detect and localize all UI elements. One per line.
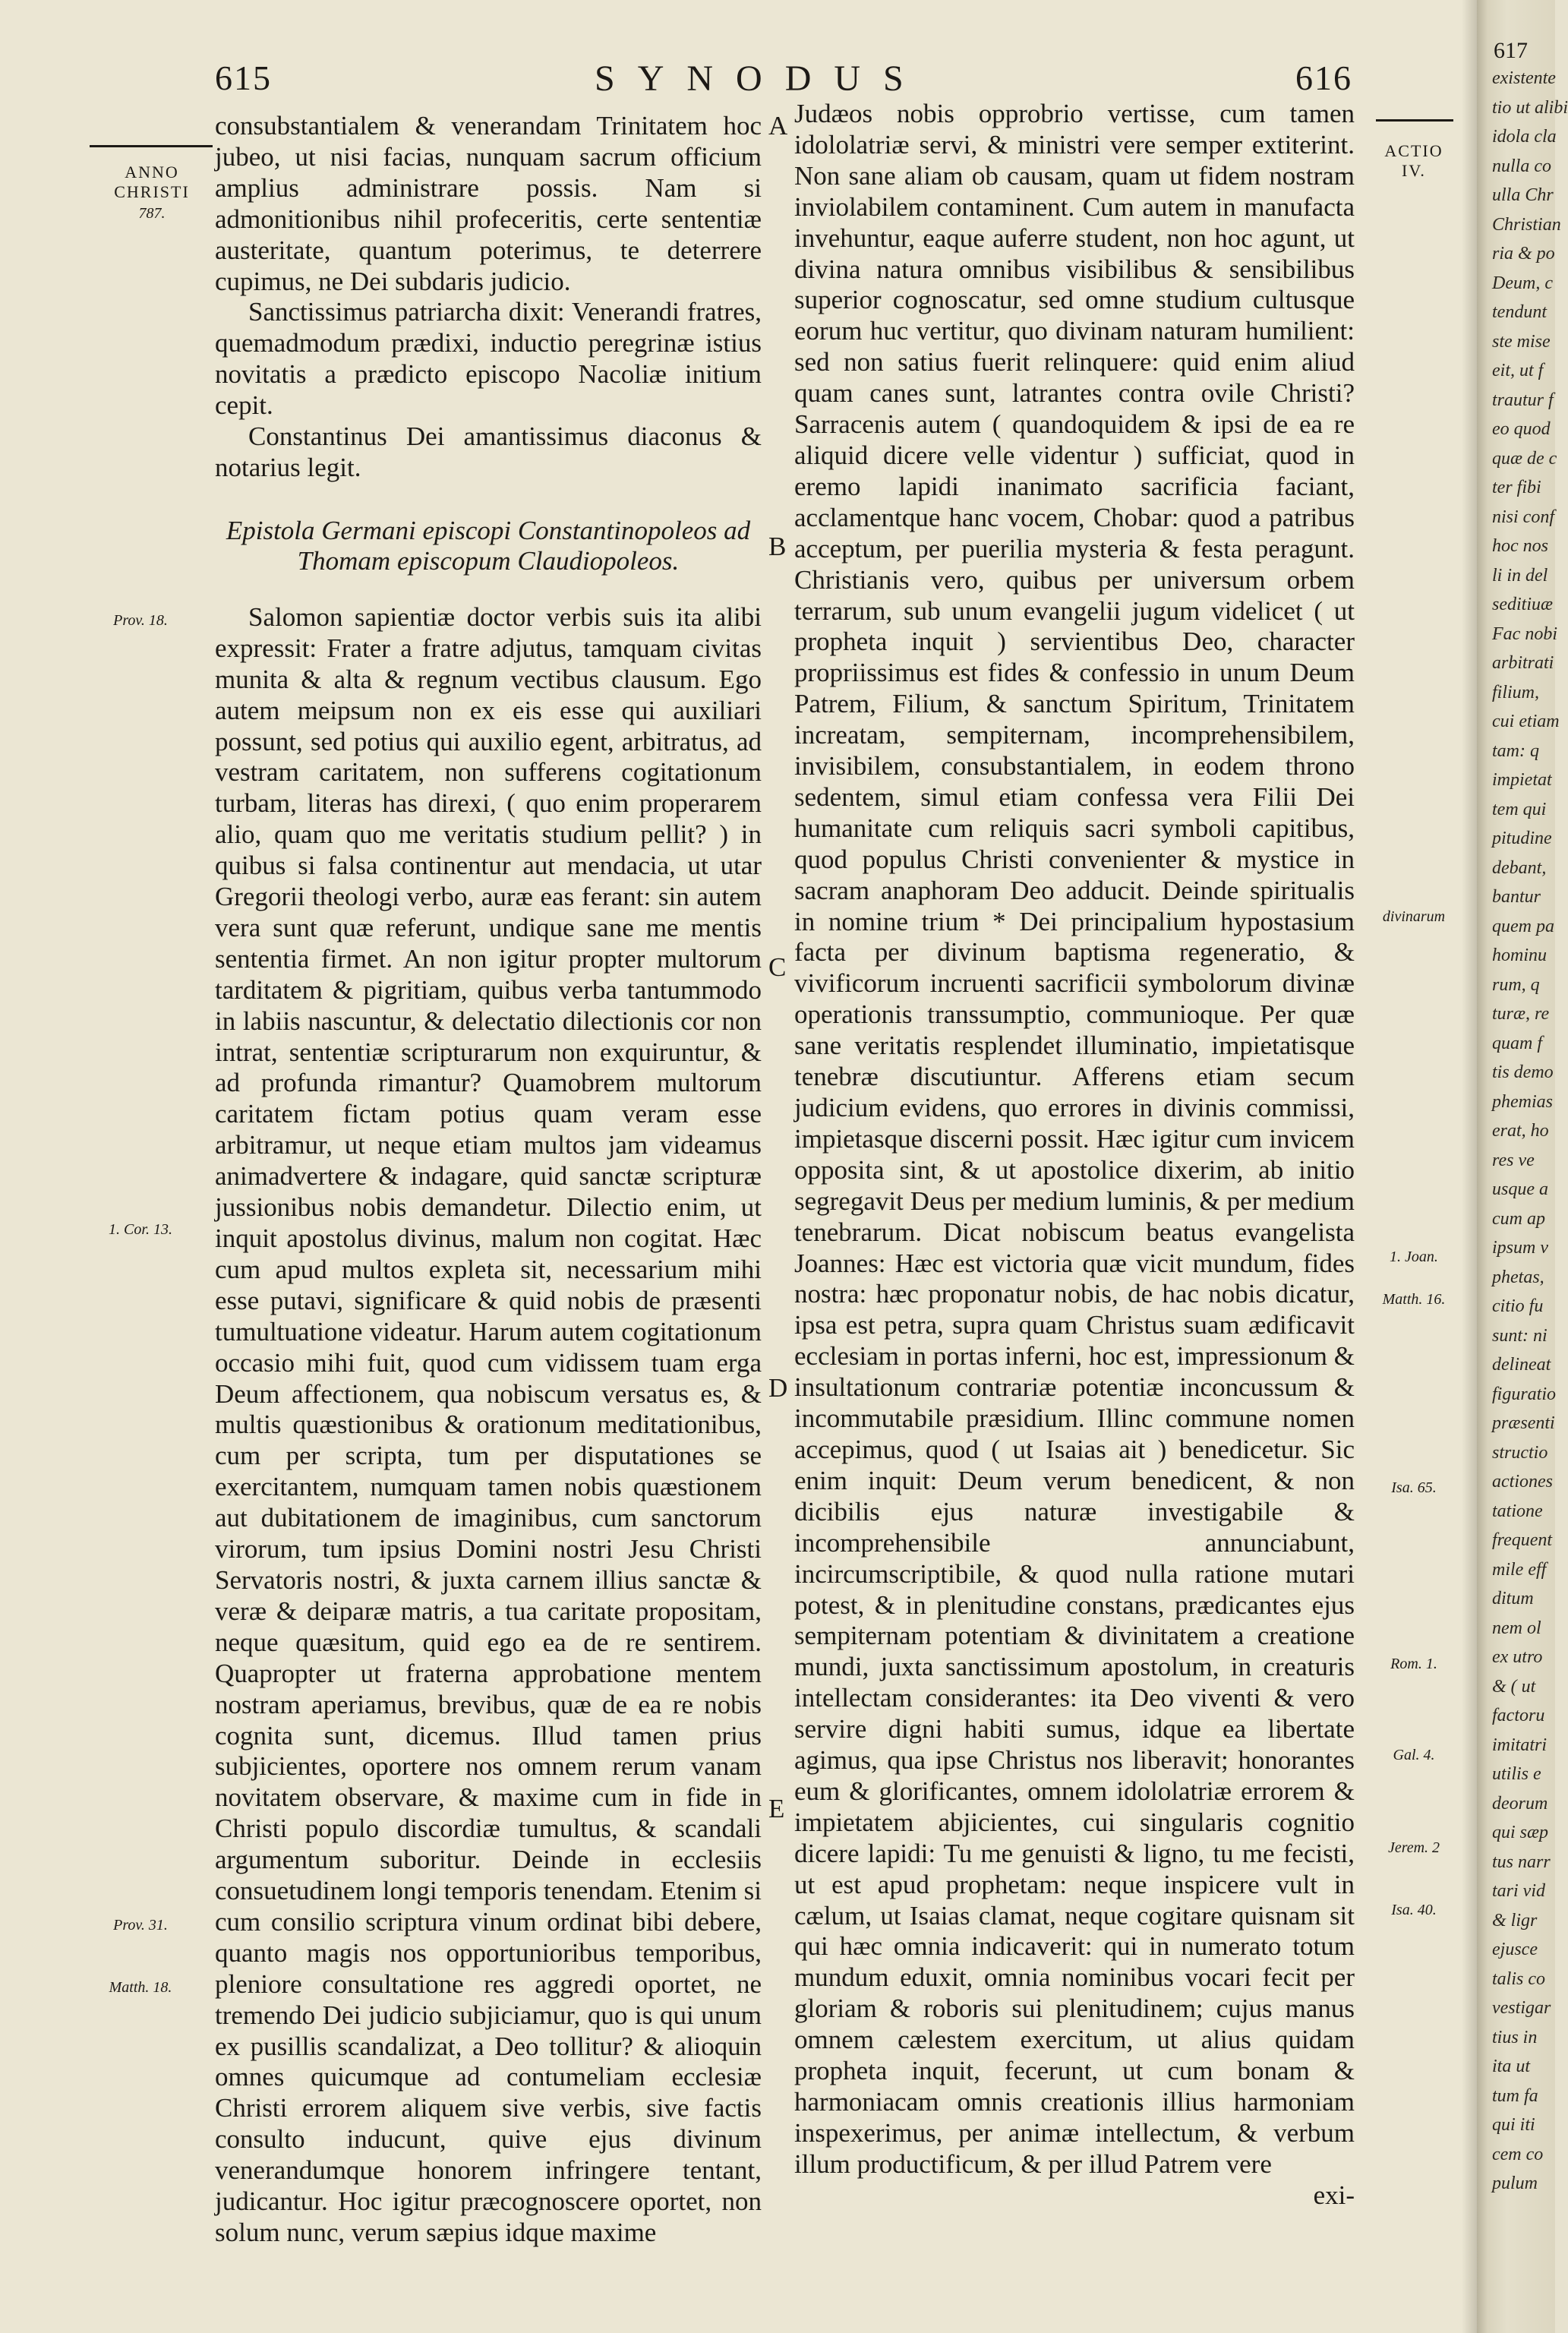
margin-ref-1-cor-13: 1. Cor. 13. bbox=[109, 1221, 172, 1238]
margin-ref-matth-18: Matth. 18. bbox=[109, 1979, 172, 1996]
next-page-line: phemias bbox=[1492, 1091, 1553, 1112]
margin-rule-left bbox=[90, 145, 213, 147]
next-page-line: trautur f bbox=[1492, 390, 1554, 410]
margin-year: 787. bbox=[138, 205, 166, 222]
next-page-line: cui etiam bbox=[1492, 712, 1560, 731]
next-page-line: talis co bbox=[1492, 1968, 1545, 1989]
next-page-line: imitatri bbox=[1492, 1735, 1547, 1755]
next-page-line: pulum bbox=[1492, 2174, 1538, 2193]
next-page-line: ter fibi bbox=[1492, 478, 1541, 497]
next-page-line: ria & po bbox=[1492, 244, 1555, 264]
section-letter-c: C bbox=[768, 952, 787, 982]
section-letter-b: B bbox=[768, 532, 787, 561]
next-page-line: li in del bbox=[1492, 565, 1548, 586]
margin-ref-jerem-2: Jerem. 2 bbox=[1387, 1839, 1440, 1856]
paragraph: Judæos nobis opprobrio vertisse, cum tamen idololatriæ servi, & ministri vere semper extiterint. Non sane aliam ob causam, quam ut fidem nostram inviolabilem contaminent. Cum autem in manufacta invehuntur, eaque auferre student, non hoc agunt, ut divina natura omnibus visibilibus & sensibilibus superior cognoscatur, sed omne studium cultusque eorum huc vertitur, quo divinam naturam humilient: sed non satius fuerit relinquere: quid enim aliud quam canes sunt, latrantes contra ovile Christi? Sarracenis autem ( quandoquidem & ipsi de ea re aliquid dicere velle videntur ) sufficiat, quod in eremo lapidi inanimato sacrificia faciant, acclamentque hanc vocem, Chobar: quod a patribus acceptum, per puerilia mysteria & festa peragunt. Christianis vero, quibus per universum orbem terrarum, sub unum evangelii jugum videlicet ( ut propheta inquit ) servientibus Deo, character propriissimus est fides & confessio in unum Deum Patrem, Filium, & sanctum Spiritum, Trinitatem increatam, sempiternam, incomprehensibilem, invisibilem, consubstantialem, in eodem throno sedentem, simul etiam confessa vera Filii Dei humanitate cum reliquis sacri symboli capitibus, quod populus Christi convenienter & mystice in sacram anaphoram Deo adducit. Deinde spiritualis in nomine trium * Dei principalium hypostasium facta per divinum baptisma regeneratio, & vivificorum incruenti sacrificii symbolorum divinæ operationis transsumptio, communioque. Per quæ sane veritatis resplendet illuminatio, impietatisque tenebræ discutiuntur. Afferens etiam secum judicium evidens, quo errores in divinis commissi, impietasque discerni possit. Hæc igitur cum invicem opposita sint, & ut apostolice dixerim, ab initio segregavit Deus per medium luminis, & per medium tenebrarum. Dicat nobiscum beatus evangelista Joannes: Hæc est victoria quæ vicit mundum, fides nostra: hæc proponatur nobis, de hac nobis dicatur, ipsa est petra, supra quam Christus suam ædificavit ecclesiam in portas inferni, hoc est, impressionum & insultationum contrariæ potentiæ inconcussum & incommutabile præsidium. Illinc commune nomen accepimus, quod ( ut Isaias ait ) benedicetur. Sic enim inquit: Deum verum benedicent, & non dicibilis ejus naturæ investigabile & incomprehensibile annunciabunt, incircumscriptibile, & quod nulla ratione mutari potest, & in plenitudine constans, prædicantes ejus sempiternam potentiam & divinitatem a creatione mundi, juxta sanctissimum apostolum, in creaturis intellectam considerantes: ita Deo viventi & vero servire digni habiti sumus, idque ea libertate agimus, qua ipse Christus nos liberavit; honorantes eum & glorificantes, omnem idololatriæ errorem & impietatem abjicientes, cui singularis cognitio dicere lapidi: Tu me genuisti & ligno, tu me fecisti, ut est apud prophetam: neque inspicere vult in cælum, ut Isaias clamat, neque cogitare quisnam sit qui hæc omnia indicaverit: qui in numerato totum mundum eduxit, omnia nominibus vocari fecit per gloriam & roboris sui plenitudinem; cujus manus omnem cælestem exercitum, ut alius quidam propheta inquit, fecerunt, ut cum bonam & harmoniacam omnis creationis illius harmoniam inspexerimus, per animæ intellectum, & verbum illum productificum, & per illud Patrem vere bbox=[794, 99, 1355, 2179]
next-page-edge bbox=[1477, 0, 1568, 2333]
next-page-line: erat, ho bbox=[1492, 1121, 1549, 1141]
next-page-line: hominu bbox=[1492, 946, 1547, 965]
next-page-line: Fac nobi bbox=[1492, 624, 1557, 644]
next-page-line: impietat bbox=[1492, 770, 1552, 790]
next-page-line: deorum bbox=[1492, 1793, 1548, 1814]
text-column-left bbox=[215, 111, 762, 2249]
next-page-line: quem pa bbox=[1492, 916, 1554, 936]
next-page-line: structio bbox=[1492, 1442, 1548, 1463]
next-page-line: præsenti bbox=[1492, 1413, 1555, 1433]
next-page-line: quam f bbox=[1492, 1033, 1542, 1053]
margin-actio-number: IV. bbox=[1402, 161, 1426, 180]
margin-christi: CHRISTI bbox=[114, 182, 190, 201]
margin-ref-prov-31: Prov. 31. bbox=[113, 1917, 168, 1934]
margin-ref-matth-16: Matth. 16. bbox=[1382, 1291, 1446, 1308]
text-column-right bbox=[794, 99, 1355, 2211]
next-page-line: tem qui bbox=[1492, 799, 1547, 819]
next-page-line: citio fu bbox=[1492, 1296, 1544, 1316]
next-page-line: cem co bbox=[1492, 2144, 1544, 2164]
next-page-line: arbitrati bbox=[1492, 653, 1554, 673]
next-page-line: quæ de c bbox=[1492, 448, 1557, 469]
next-page-line: tam: q bbox=[1492, 740, 1539, 761]
next-page-line: Deum, c bbox=[1492, 273, 1553, 293]
paragraph: Sanctissimus patriarcha dixit: Venerandi fratres, quemadmodum prædixi, inductio peregrinæ istius novitatis a prædicto episcopo Nacoliæ initium cepit. bbox=[215, 297, 762, 421]
next-page-line: tum fa bbox=[1492, 2085, 1538, 2106]
next-page-line: delineat bbox=[1492, 1355, 1551, 1375]
next-page-line: qui iti bbox=[1492, 2115, 1535, 2135]
next-page-line: rum, q bbox=[1492, 974, 1540, 995]
margin-ref-rom-1: Rom. 1. bbox=[1390, 1656, 1437, 1672]
next-page-line: figuratio bbox=[1492, 1384, 1557, 1404]
next-page-line: cum ap bbox=[1492, 1208, 1545, 1229]
next-page-line: ste mise bbox=[1492, 331, 1551, 352]
next-page-line: eit, ut f bbox=[1492, 361, 1544, 380]
section-letter-e: E bbox=[768, 1794, 785, 1823]
next-page-line: ditum bbox=[1492, 1589, 1534, 1608]
next-page-line: actiones bbox=[1492, 1472, 1553, 1492]
margin-ref-prov-18: Prov. 18. bbox=[113, 612, 168, 629]
next-page-line: hoc nos bbox=[1492, 536, 1548, 556]
next-page-line: idola cla bbox=[1492, 127, 1557, 147]
next-page-line: Christian bbox=[1492, 214, 1561, 235]
catchword: exi- bbox=[1313, 2180, 1355, 2210]
next-page-line: ex utro bbox=[1492, 1647, 1543, 1667]
margin-rule-right bbox=[1376, 119, 1453, 122]
next-page-line: pitudine bbox=[1492, 829, 1552, 848]
next-page-line: nisi conf bbox=[1492, 507, 1554, 527]
next-page-line: tio ut alibi bbox=[1492, 97, 1568, 118]
next-page-line: bantur bbox=[1492, 887, 1541, 907]
next-page-line: mile eff bbox=[1492, 1559, 1547, 1580]
next-page-line: seditiuæ bbox=[1492, 595, 1554, 614]
paragraph: consubstantialem & venerandam Trinitatem hoc jubeo, ut nisi facias, nunquam sacrum officium amplius administrare possis. Nam si admonitionibus nihil profeceritis, certe sententiæ austeritate, quantum poterimus, te deterrere cupimus, ne Dei subdaris judicio. bbox=[215, 111, 762, 296]
next-page-line: tis demo bbox=[1492, 1062, 1554, 1082]
next-page-line: res ve bbox=[1492, 1150, 1535, 1170]
next-page-line: qui sæp bbox=[1492, 1823, 1549, 1842]
next-page-line: filium, bbox=[1492, 682, 1540, 702]
next-page-line: nulla co bbox=[1492, 156, 1551, 176]
paragraph: Salomon sapientiæ doctor verbis suis ita alibi expressit: Frater a fratre adjutus, tamquam civitas munita & alta & regnum vectibus clausum. Ego autem meipsum non ex eis esse qui auxiliari possunt, sed potius qui auxilio egent, arbitratus, ad vestram caritatem, non sufferens cogitationum turbam, literas has direxi, ( quo enim properarem alio, quam quo me veritatis studium pellit? ) in quibus si falsa continentur aut mendacia, ut utar Gregorii theologi verbo, auræ eas ferant: sin autem vera sunt quæ referunt, undique sane me mentis sententia firmet. An non igitur propter multorum tarditatem & pigritiam, quibus verba tantummodo in labiis nascuntur, & delectatio dilectionis cor non intrat, sententiæ scripturarum non exquiruntur, & ad profunda rimantur? Quamobrem multorum caritatem fictam potius quam veram esse arbitramur, ut neque etiam multos jam videamus animadvertere & indagare, quid sanctæ scripturæ jussionibus nobis demandetur. Dilectio enim, ut inquit apostolus divinus, malum non cogitat. Hæc cum apud multos expleta sit, necessarium mihi esse putavi, significare & quid nobis de præsenti tumultuatione videatur. Harum autem cogitationum occasio mihi fuit, quod cum vidissem tuam erga Deum affectionem, qua nobiscum versatus es, & multis quæstionibus & orationum meditationibus, cum per scripta, tum per disputationes se exercitantem, numquam tamen nobis quæstionem aut dubitationem de imaginibus, cum sanctorum virorum, tum ipsius Domini nostri Jesu Christi Servatoris nostri, & juxta carnem illius sanctæ & veræ & deiparæ matris, a tua caritate propositam, neque quæsitum, quid ego ea de re sentirem. Quapropter ut fraterna approbatione mentem nostram aperiamus, brevibus, quæ de ea re nobis cognita sunt, dicemus. Illud tamen prius subjicientes, oportere nos omnem rerum vanam novitatem observare, & maxime cum in fide in Christi populo discordiæ tumultus, & scandali argumentum suboritur. Deinde in ecclesiis consuetudinem longi temporis tenendam. Etenim si cum consilio scriptura vinum ordinat bibi debere, quanto magis nos opportunioribus temporibus, pleniore consultatione res aggredi oportet, ne tremendo Dei judicio subjiciamur, quo is qui unum ex pusillis scandalizat, a Deo tollitur? & alioquin omnes quicumque ad contumeliam ecclesiæ Christi errorem aliquem sive verbis, sive factis consulto inducunt, quive ejus divinum venerandumque honorem infringere tentant, judicantur. Hoc igitur præcognoscere oportet, non solum nunc, verum sæpius idque maxime bbox=[215, 601, 762, 2247]
section-letter-d: D bbox=[768, 1373, 788, 1403]
margin-ref-isa-40: Isa. 40. bbox=[1391, 1902, 1437, 1918]
next-page-line: nem ol bbox=[1492, 1618, 1541, 1638]
next-page-line: ipsum v bbox=[1492, 1238, 1548, 1258]
next-page-line: existente bbox=[1492, 68, 1556, 88]
next-page-line: phetas, bbox=[1492, 1267, 1544, 1287]
next-page-line: ulla Chr bbox=[1492, 185, 1554, 205]
margin-variant-divinarum: divinarum bbox=[1382, 908, 1446, 925]
next-page-line: ejusce bbox=[1492, 1940, 1538, 1959]
next-page-line: tus narr bbox=[1492, 1852, 1551, 1872]
margin-actio: ACTIO bbox=[1384, 141, 1443, 160]
next-page-line: tatione bbox=[1492, 1501, 1543, 1521]
next-page-line: eo quod bbox=[1492, 419, 1551, 439]
page-number-right: 616 bbox=[1295, 58, 1352, 97]
next-page-line: factoru bbox=[1492, 1706, 1545, 1725]
running-title: SYNODUS bbox=[595, 58, 926, 99]
next-page-line: turæ, re bbox=[1492, 1004, 1550, 1024]
page-number-left: 615 bbox=[215, 58, 272, 97]
next-page-line: frequent bbox=[1492, 1530, 1553, 1550]
margin-ref-1-joan: 1. Joan. bbox=[1390, 1249, 1438, 1265]
margin-ref-isa-65: Isa. 65. bbox=[1391, 1479, 1437, 1496]
next-page-line: vestigar bbox=[1492, 1998, 1551, 2018]
next-page-line: tius in bbox=[1492, 2027, 1538, 2047]
margin-ref-gal-4: Gal. 4. bbox=[1393, 1747, 1435, 1763]
next-page-line: & ligr bbox=[1492, 1910, 1538, 1930]
next-page-line: utilis e bbox=[1492, 1764, 1541, 1784]
next-page-number: 617 bbox=[1494, 38, 1528, 63]
next-page-line: & ( ut bbox=[1492, 1676, 1536, 1697]
epistola-heading: Epistola Germani episcopi Constantinopoleos ad Thomam episcopum Claudiopoleos. bbox=[226, 515, 751, 576]
section-letter-a: A bbox=[768, 111, 788, 140]
next-page-line: tendunt bbox=[1492, 302, 1547, 322]
next-page-line: usque a bbox=[1492, 1179, 1548, 1199]
next-page-line: debant, bbox=[1492, 857, 1547, 878]
next-page-line: tari vid bbox=[1492, 1881, 1545, 1901]
next-page-line: sunt: ni bbox=[1492, 1325, 1547, 1346]
next-page-line: ita ut bbox=[1492, 2057, 1531, 2076]
paragraph: Constantinus Dei amantissimus diaconus & notarius legit. bbox=[215, 421, 762, 482]
margin-anno: ANNO bbox=[125, 163, 179, 182]
